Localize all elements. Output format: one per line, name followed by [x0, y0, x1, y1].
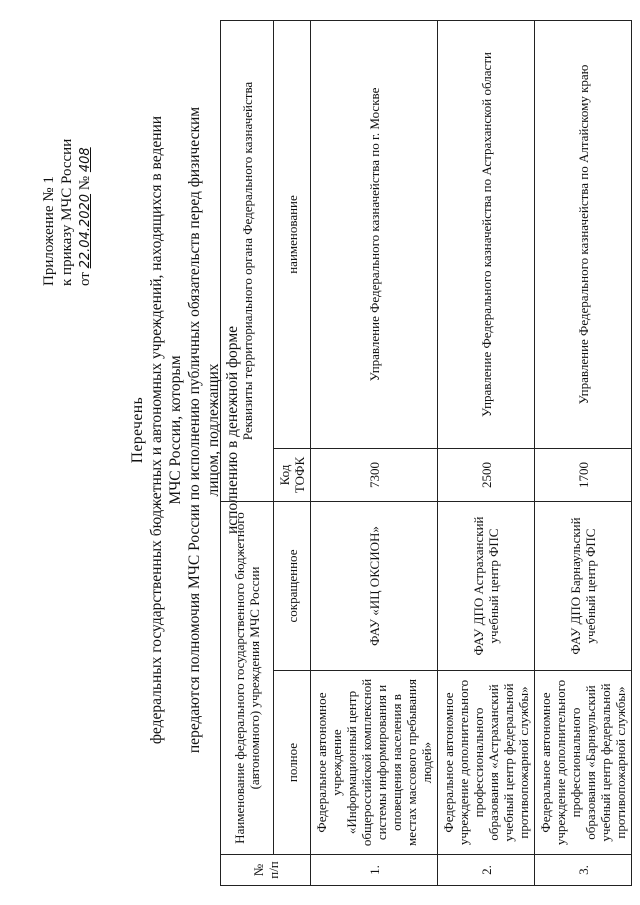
cell-num: 1. — [311, 855, 438, 886]
cell-name: Управление Федерального казначейства по Астраханской области — [438, 21, 535, 449]
cell-num: 2. — [438, 855, 535, 886]
table-row — [311, 21, 438, 886]
table-header-row — [221, 21, 274, 886]
title-line-3: передаются полномочия МЧС России по исполнению публичных обязательств перед физическим лицом, подлежащих — [186, 106, 222, 754]
cell-num: 3. — [535, 855, 632, 886]
header-treasury: Реквизиты территориального органа Федерального казначейства — [221, 21, 274, 502]
cell-full: Федеральное автономное учреждение дополнительного профессионального образования «Барнаульский учебный центр федеральной противопожарной службы» — [535, 671, 632, 855]
table-row — [535, 21, 632, 886]
cell-full: Федеральное автономное учреждение «Информационный центр общероссийской комплексной системы информирования и оповещения населения в местах массового пребывания людей» — [311, 671, 438, 855]
cell-code: 7300 — [311, 449, 438, 502]
header-name: наименование — [274, 21, 311, 449]
cell-short: ФАУ ДПО Астраханский учебный центр ФПС — [438, 502, 535, 671]
date-prefix: от — [77, 272, 93, 286]
header-full: полное — [274, 671, 311, 855]
cell-short: ФАУ ДПО Барнаульский учебный центр ФПС — [535, 502, 632, 671]
header-code: Код ТОФК — [274, 449, 311, 502]
cell-short: ФАУ «ИЦ ОКСИОН» — [311, 502, 438, 671]
order-reference: к приказу МЧС России — [59, 138, 75, 286]
title-heading: Перечень — [129, 396, 146, 464]
order-date: 22.04.2020 — [78, 193, 93, 269]
cell-name: Управление Федерального казначейства по г. Москве — [311, 21, 438, 449]
cell-full: Федеральное автономное учреждение дополнительного профессионального образования «Астраханский учебный центр федеральной противопожарной службы» — [438, 671, 535, 855]
title-line-2: федеральных государственных бюджетных и автономных учреждений, находящихся в ведении МЧС России, которым — [148, 115, 184, 745]
number-prefix: № — [77, 175, 93, 191]
header-num: № п/п — [221, 855, 311, 886]
title-line-4: исполнению в денежной форме — [224, 325, 241, 535]
cell-code: 2500 — [438, 449, 535, 502]
appendix-header — [40, 96, 95, 286]
header-institution: Наименование федерального государственного бюджетного (автономного) учреждения МЧС России — [221, 502, 274, 855]
header-short: сокращенное — [274, 502, 311, 671]
appendix-number: Приложение № 1 — [41, 176, 57, 286]
order-date-line — [76, 96, 95, 286]
cell-name: Управление Федерального казначейства по Алтайскому краю — [535, 21, 632, 449]
institutions-table — [220, 20, 632, 886]
order-number: 408 — [78, 147, 93, 173]
table-row — [438, 21, 535, 886]
cell-code: 1700 — [535, 449, 632, 502]
